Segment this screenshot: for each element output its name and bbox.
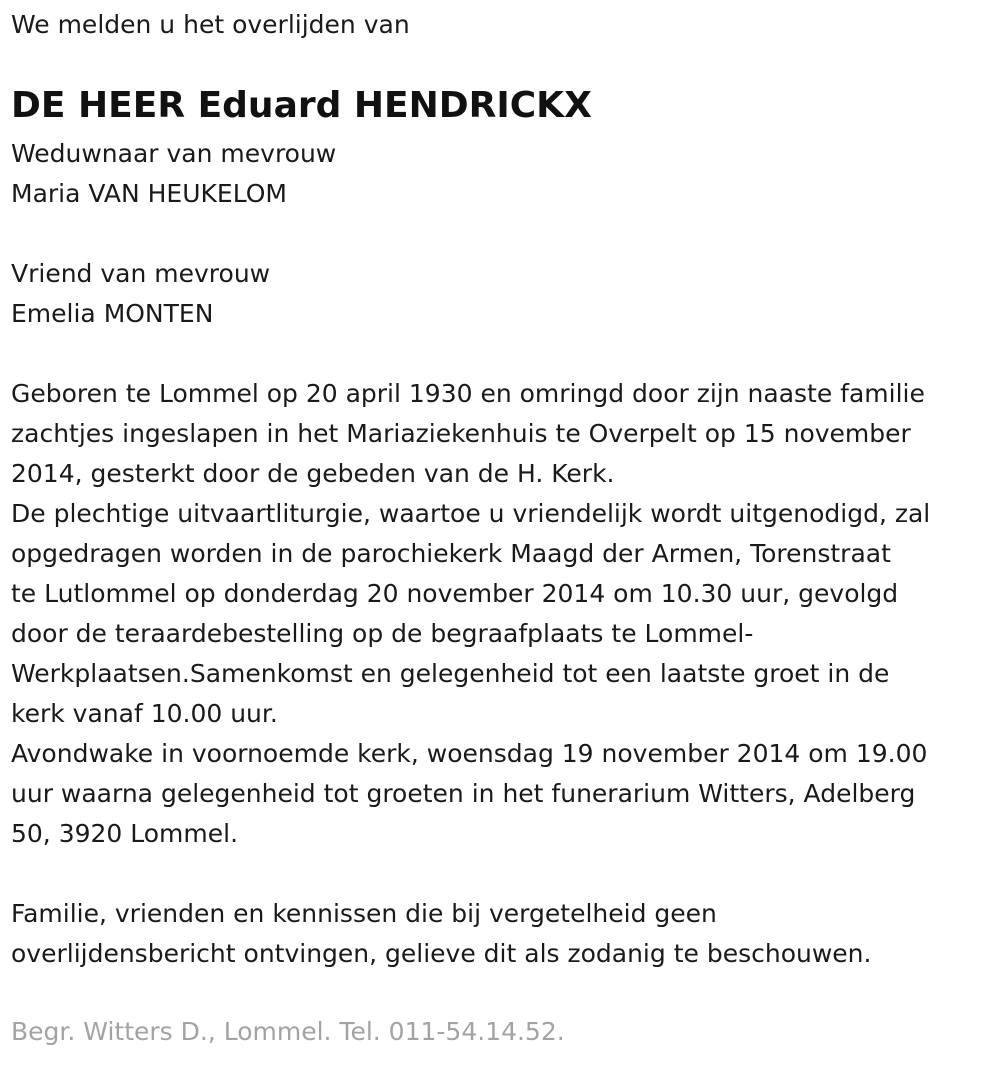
relation-spouse — [11, 134, 336, 214]
funeral-director-footer: Begr. Witters D., Lommel. Tel. 011-54.14.52. — [11, 1017, 565, 1046]
body-line: opgedragen worden in de parochiekerk Maagd der Armen, Torenstraat — [11, 539, 891, 568]
relation-friend-label: Vriend van mevrouw — [11, 259, 271, 288]
body-line: 50, 3920 Lommel. — [11, 819, 239, 848]
relation-spouse-name: Maria VAN HEUKELOM — [11, 179, 288, 208]
body-line: Werkplaatsen.Samenkomst en gelegenheid tot een laatste groet in de — [11, 659, 890, 688]
body-line: door de teraardebestelling op de begraafplaats te Lommel- — [11, 619, 754, 648]
body-line: zachtjes ingeslapen in het Mariaziekenhuis te Overpelt op 15 november — [11, 419, 911, 448]
body-line: 2014, gesterkt door de gebeden van de H. Kerk. — [11, 459, 615, 488]
body-line: Geboren te Lommel op 20 april 1930 en omringd door zijn naaste familie — [11, 379, 925, 408]
closing-paragraph — [11, 894, 871, 974]
body-line: te Lutlommel op donderdag 20 november 2014 om 10.30 uur, gevolgd — [11, 579, 899, 608]
body-line: Avondwake in voornoemde kerk, woensdag 19 november 2014 om 19.00 — [11, 739, 928, 768]
relation-spouse-label: Weduwnaar van mevrouw — [11, 139, 337, 168]
relation-friend-name: Emelia MONTEN — [11, 299, 214, 328]
intro-text: We melden u het overlijden van — [11, 10, 410, 39]
relation-friend — [11, 254, 270, 334]
body-line: kerk vanaf 10.00 uur. — [11, 699, 278, 728]
closing-line: Familie, vrienden en kennissen die bij vergetelheid geen — [11, 899, 717, 928]
body-paragraphs — [11, 374, 930, 854]
deceased-name: DE HEER Eduard HENDRICKX — [11, 85, 592, 126]
body-line: De plechtige uitvaartliturgie, waartoe u vriendelijk wordt uitgenodigd, zal — [11, 499, 931, 528]
body-line: uur waarna gelegenheid tot groeten in het funerarium Witters, Adelberg — [11, 779, 916, 808]
closing-line: overlijdensbericht ontvingen, gelieve dit als zodanig te beschouwen. — [11, 939, 872, 968]
